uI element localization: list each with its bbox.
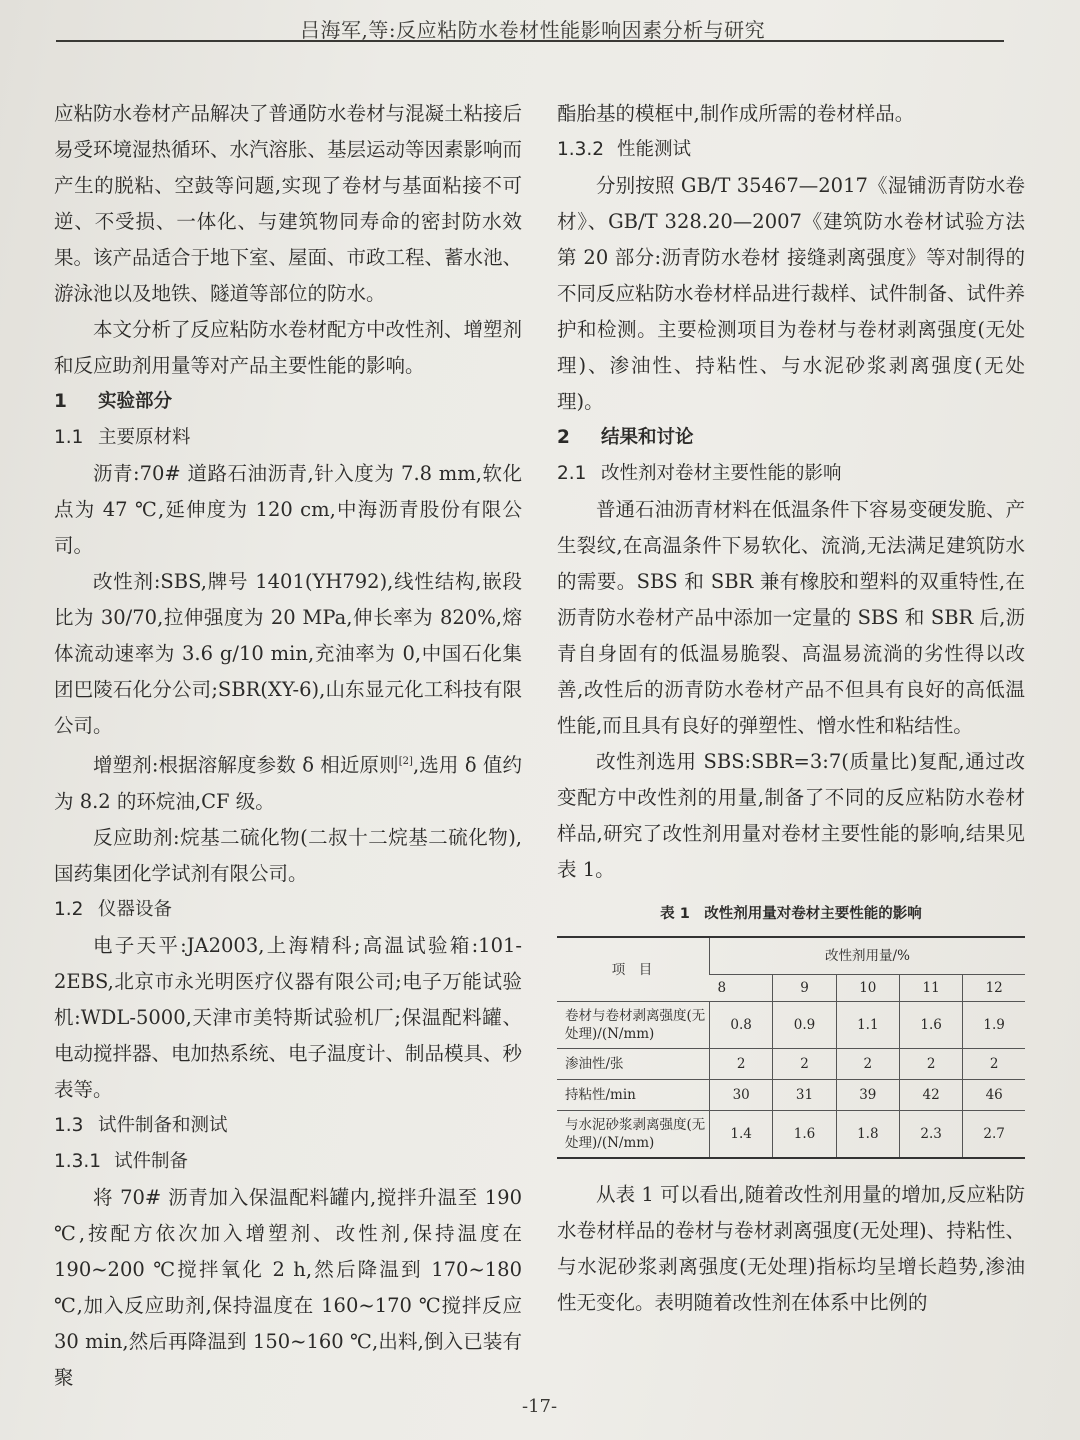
section-title: 结果和讨论 (601, 427, 694, 448)
row-label: 持粘性/min (557, 1080, 710, 1111)
data-table (557, 936, 1025, 1159)
right-column (557, 96, 1025, 1321)
intro-paragraph-2: 本文分析了反应粘防水卷材配方中改性剂、增塑剂和反应助剂用量等对产品主要性能的影响。 (54, 318, 523, 377)
section-number: 1.3 (54, 1114, 84, 1136)
table-cell: 1.4 (710, 1111, 773, 1159)
row-label: 卷材与卷材剥离强度(无处理)/(N/mm) (557, 1002, 710, 1049)
plasticizer-text-b: ,选用 δ 值约为 8.2 的环烷油,CF 级。 (54, 753, 522, 813)
row-label: 渗油性/张 (557, 1049, 710, 1080)
table-cell: 1.6 (773, 1111, 836, 1159)
section-title: 试件制备 (114, 1150, 189, 1172)
table-cell: 2 (899, 1049, 962, 1080)
table-cell: 0.9 (773, 1002, 836, 1049)
section-number: 1.1 (54, 427, 84, 448)
section-title: 仪器设备 (98, 898, 173, 920)
table-cell: 1.9 (963, 1002, 1025, 1049)
section-title: 试件制备和测试 (98, 1114, 228, 1136)
dosage-header: 8 (710, 975, 773, 1002)
table-cell: 0.8 (710, 1002, 773, 1049)
table-caption: 表 1 改性剂用量对卷材主要性能的影响 (660, 906, 922, 922)
dosage-header: 12 (963, 975, 1025, 1002)
table-cell: 30 (710, 1080, 773, 1111)
table-cell: 46 (963, 1080, 1025, 1111)
section-title: 性能测试 (617, 139, 692, 160)
table-cell: 2 (773, 1049, 836, 1080)
table-cell: 1.6 (899, 1002, 962, 1049)
table-cell: 31 (773, 1080, 836, 1111)
table-row (557, 1080, 1025, 1111)
section-title: 实验部分 (98, 391, 173, 412)
section-1-1-heading (54, 420, 522, 456)
table-cell: 39 (836, 1080, 899, 1111)
table-discussion-paragraph: 从表 1 可以看出,随着改性剂用量的增加,反应粘防水卷材样品的卷材与卷材剥离强度(无处理)、持粘性、与水泥砂浆剥离强度(无处理)指标均呈增长趋势,渗油性无变化。表明随着改性剂在体系中比例的 (557, 1183, 1025, 1314)
left-column (54, 96, 522, 1396)
intro-paragraph-1: 应粘防水卷材产品解决了普通防水卷材与混凝土粘接后易受环境湿热循环、水汽溶胀、基层运动等因素影响而产生的脱粘、空鼓等问题,实现了卷材与基面粘接不可逆、不受损、一体化、与建筑物同寿命的密封防水效果。该产品适合于地下室、屋面、市政工程、蓄水池、游泳池以及地铁、隧道等部位的防水。 (54, 102, 523, 305)
section-1-heading (54, 384, 522, 420)
running-head: 吕海军,等:反应粘防水卷材性能影响因素分析与研究 (300, 18, 766, 42)
test-paragraph: 分别按照 GB/T 35467—2017《湿铺沥青防水卷材》、GB/T 328.20—2007《建筑防水卷材试验方法 第 20 部分:沥青防水卷材 接缝剥离强度》等对制得的不同反应粘防水卷材样品进行裁样、试件制备、试件养护和检测。主要检测项目为卷材与卷材剥离强度(无处理)、渗油性、持粘性、与水泥砂浆剥离强度(无处理)。 (557, 174, 1026, 413)
reaction-agent-paragraph: 反应助剂:烷基二硫化物(二叔十二烷基二硫化物),国药集团化学试剂有限公司。 (54, 825, 522, 885)
plasticizer-paragraph (54, 744, 522, 820)
table-1 (557, 902, 1025, 1159)
table-row (557, 1049, 1025, 1080)
table-cell: 2 (710, 1049, 773, 1080)
asphalt-paragraph: 沥青:70# 道路石油沥青,针入度为 7.8 mm,软化点为 47 ℃,延伸度为 120 cm,中海沥青股份有限公司。 (54, 462, 522, 557)
section-title: 改性剂对卷材主要性能的影响 (601, 463, 842, 484)
table-cell: 2 (836, 1049, 899, 1080)
section-2-1-heading (557, 456, 1025, 492)
table-cell: 42 (899, 1080, 962, 1111)
table-cell: 2.3 (899, 1111, 962, 1159)
section-number: 1.3.1 (54, 1150, 102, 1172)
section-1-3-heading (54, 1108, 522, 1144)
plasticizer-text-a: 增塑剂:根据溶解度参数 δ 相近原则 (93, 753, 399, 777)
table-cell: 2.7 (963, 1111, 1025, 1159)
section-1-3-1-heading (54, 1144, 522, 1180)
header-rule (56, 40, 1004, 42)
section-number: 2.1 (557, 463, 587, 484)
table-row (557, 1002, 1025, 1049)
preparation-continued: 酯胎基的模框中,制作成所需的卷材样品。 (557, 102, 915, 125)
preparation-paragraph: 将 70# 沥青加入保温配料罐内,搅拌升温至 190 ℃,按配方依次加入增塑剂、改性剂,保持温度在 190~200 ℃搅拌氧化 2 h,然后降温到 170~180 ℃,加入反应助剂,保持温度在 160~170 ℃搅拌反应 30 min,然后再降温到 150~160 ℃,出料,倒入已装有聚 (54, 1185, 522, 1389)
table-cell: 2 (963, 1049, 1025, 1080)
dosage-group-header: 改性剂用量/% (710, 937, 1026, 975)
dosage-header: 9 (773, 975, 836, 1002)
section-title: 主要原材料 (98, 427, 191, 448)
item-header: 项 目 (611, 961, 653, 978)
modifier-method-paragraph: 改性剂选用 SBS:SBR=3:7(质量比)复配,通过改变配方中改性剂的用量,制备了不同的反应粘防水卷材样品,研究了改性剂用量对卷材主要性能的影响,结果见表 1。 (557, 750, 1025, 881)
section-2-heading (557, 420, 1025, 456)
row-label: 与水泥砂浆剥离强度(无处理)/(N/mm) (557, 1111, 710, 1159)
section-number: 1 (54, 391, 67, 412)
citation: [2] (398, 756, 413, 767)
section-1-3-2-heading (557, 132, 1025, 168)
section-number: 2 (557, 427, 570, 448)
table-row (557, 1111, 1025, 1159)
table-cell: 1.8 (836, 1111, 899, 1159)
dosage-header: 10 (836, 975, 899, 1002)
section-number: 1.3.2 (557, 139, 605, 160)
modifier-paragraph: 改性剂:SBS,牌号 1401(YH792),线性结构,嵌段比为 30/70,拉伸强度为 20 MPa,伸长率为 820%,熔体流动速率为 3.6 g/10 min,充油率为 0,中国石化集团巴陵石化分公司;SBR(XY-6),山东显元化工科技有限公司。 (54, 570, 522, 737)
page-number: -17- (522, 1396, 558, 1417)
section-number: 1.2 (54, 898, 84, 920)
table-cell: 1.1 (836, 1002, 899, 1049)
section-1-2-heading (54, 892, 522, 928)
dosage-header: 11 (899, 975, 962, 1002)
modifier-discussion-paragraph: 普通石油沥青材料在低温条件下容易变硬发脆、产生裂纹,在高温条件下易软化、流淌,无法满足建筑防水的需要。SBS 和 SBR 兼有橡胶和塑料的双重特性,在沥青防水卷材产品中添加一定量的 SBS 和 SBR 后,沥青自身固有的低温易脆裂、高温易流淌的劣性得以改善,改性后的沥青防水卷材产品不但具有良好的高低温性能,而且具有良好的弹塑性、憎水性和粘结性。 (557, 498, 1026, 737)
equipment-paragraph: 电子天平:JA2003,上海精科;高温试验箱:101-2EBS,北京市永光明医疗仪器有限公司;电子万能试验机:WDL-5000,天津市美特斯试验机厂;保温配料罐、电动搅拌器、电加热系统、电子温度计、制品模具、秒表等。 (54, 933, 523, 1101)
